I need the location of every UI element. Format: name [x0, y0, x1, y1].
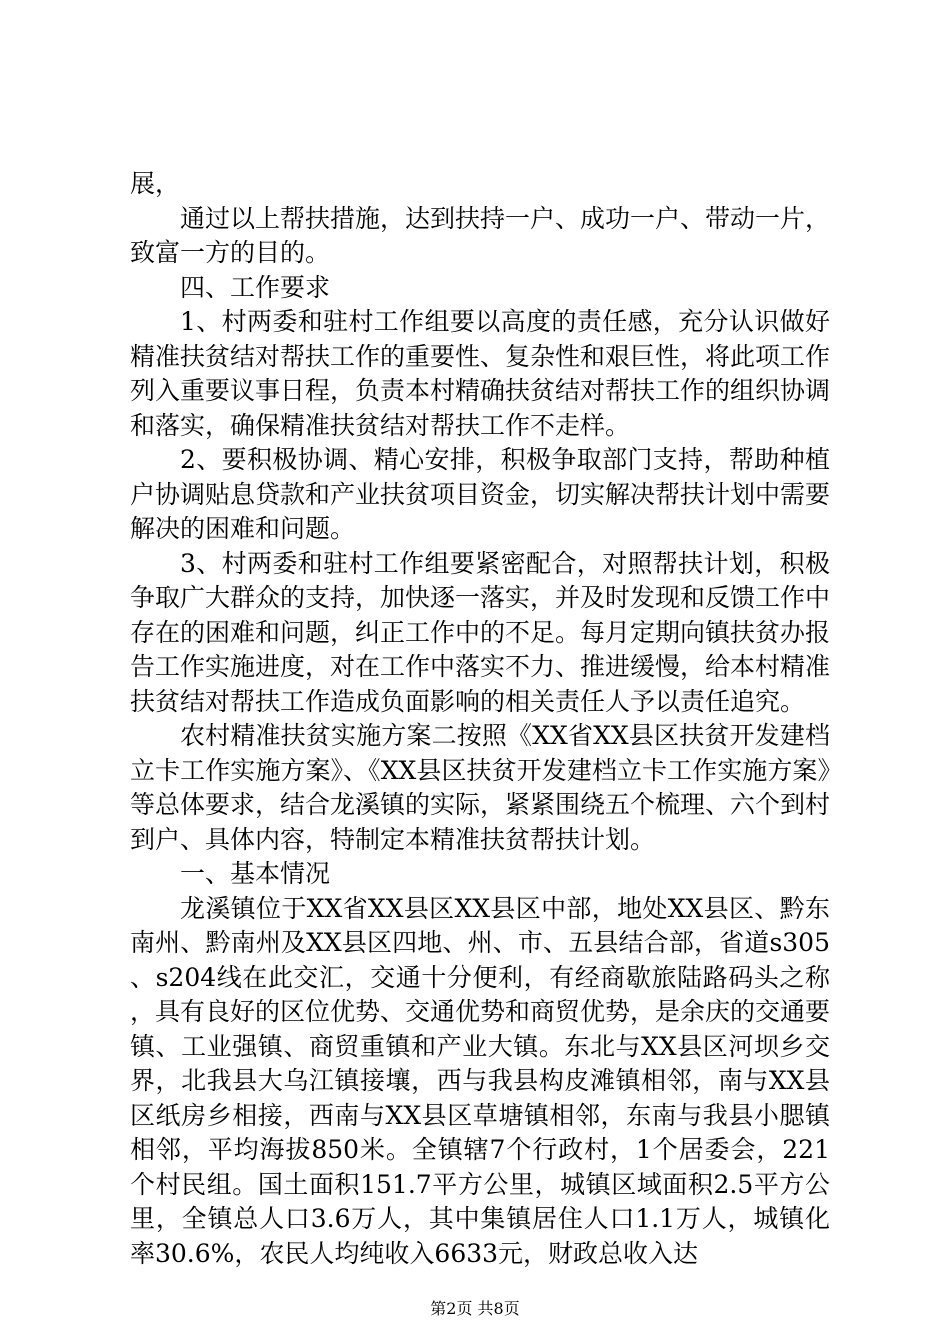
paragraph-continuation: 展，	[130, 169, 181, 198]
document-body	[130, 167, 830, 1271]
paragraph-requirement-3: 3、村两委和驻村工作组要紧密配合，对照帮扶计划，积极争取广大群众的支持，加快逐一落实，并及时发现和反馈工作中存在的困难和问题，纠正工作中的不足。每月定期向镇扶贫办报告工作实施进度，对在工作中落实不力、推进缓慢，给本村精准扶贫结对帮扶工作造成负面影响的相关责任人予以责任追究。	[130, 548, 831, 716]
paragraph-requirement-1: 1、村两委和驻村工作组要以高度的责任感，充分认识做好精准扶贫结对帮扶工作的重要性、复杂性和艰巨性，将此项工作列入重要议事日程，负责本村精确扶贫结对帮扶工作的组织协调和落实，确保精准扶贫结对帮扶工作不走样。	[130, 307, 831, 440]
page-number-footer: 第2页 共8页	[430, 1299, 520, 1318]
paragraph-requirement-2: 2、要积极协调、精心安排，积极争取部门支持，帮助种植户协调贴息贷款和产业扶贫项目资金，切实解决帮扶计划中需要解决的困难和问题。	[130, 445, 831, 543]
section-heading-basic-situation: 一、基本情况	[180, 859, 331, 888]
paragraph-town-overview: 龙溪镇位于XX省XX县区XX县区中部，地处XX县区、黔东南州、黔南州及XX县区四地、州、市、五县结合部，省道s305、s204线在此交汇，交通十分便利，有经商歇旅陆路码头之称，具有良好的区位优势、交通优势和商贸优势，是余庆的交通要镇、工业强镇、商贸重镇和产业大镇。东北与XX县区河坝乡交界，北我县大乌江镇接壤，西与我县构皮滩镇相邻，南与XX县区纸房乡相接，西南与XX县区草塘镇相邻，东南与我县小腮镇相邻，平均海拔850米。全镇辖7个行政村，1个居委会，221个村民组。国土面积151.7平方公里，城镇区域面积2.5平方公里，全镇总人口3.6万人，其中集镇居住人口1.1万人，城镇化率30.6%，农民人均纯收入6633元，财政总收入达	[130, 893, 831, 1268]
paragraph-help-measures: 通过以上帮扶措施，达到扶持一户、成功一户、带动一片，致富一方的目的。	[130, 203, 831, 267]
paragraph-plan-two-intro: 农村精准扶贫实施方案二按照《XX省XX县区扶贫开发建档立卡工作实施方案》、《XX县区扶贫开发建档立卡工作实施方案》等总体要求，结合龙溪镇的实际，紧紧围绕五个梳理、六个到村到户、具体内容，特制定本精准扶贫帮扶计划。	[130, 721, 831, 854]
section-heading-work-requirements: 四、工作要求	[180, 272, 331, 302]
